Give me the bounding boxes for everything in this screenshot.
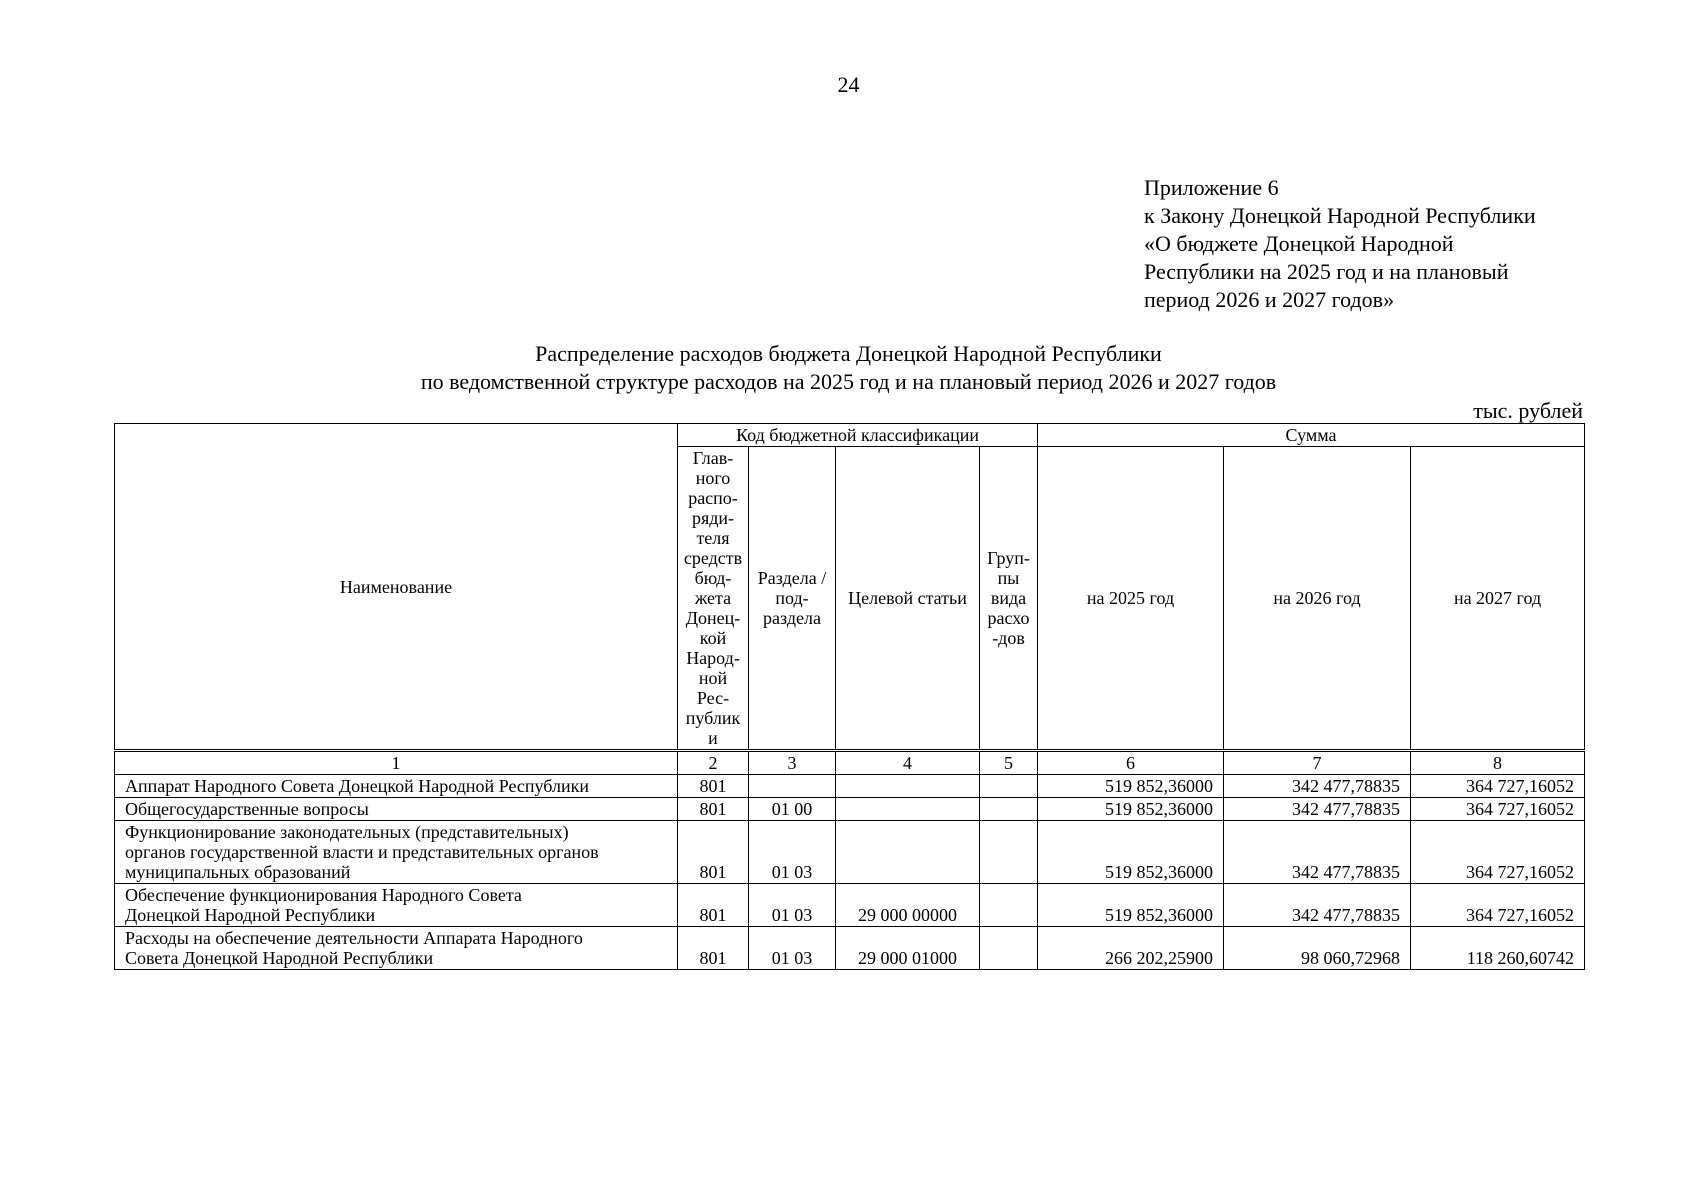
row-group xyxy=(980,775,1038,798)
document-title xyxy=(0,340,1697,396)
row-target xyxy=(836,775,980,798)
column-number: 1 xyxy=(115,751,678,775)
header-code-group: Код бюджетной классификации xyxy=(678,424,1038,447)
column-number: 8 xyxy=(1411,751,1585,775)
row-section: 01 03 xyxy=(749,884,836,927)
header-2025: на 2025 год xyxy=(1038,447,1224,751)
appendix-line: Приложение 6 xyxy=(1144,175,1279,200)
appendix-line: «О бюджете Донецкой Народной xyxy=(1144,231,1454,256)
row-grbs: 801 xyxy=(678,775,749,798)
row-target: 29 000 00000 xyxy=(836,884,980,927)
row-group xyxy=(980,884,1038,927)
units-label: тыс. рублей xyxy=(1473,398,1583,423)
column-number: 4 xyxy=(836,751,980,775)
row-grbs: 801 xyxy=(678,821,749,884)
row-name: Расходы на обеспечение деятельности Аппарата Народного Совета Донецкой Народной Республики xyxy=(115,927,678,970)
row-group xyxy=(980,798,1038,821)
row-grbs: 801 xyxy=(678,884,749,927)
header-grbs: Глав- ного распо- ряди- теля средств бюд- жета Донец- кой Народ- ной Рес- публик и xyxy=(678,447,749,751)
row-sum-2027: 364 727,16052 xyxy=(1411,821,1585,884)
row-name: Функционирование законодательных (представительных) органов государственной власти и представительных органов муниципальных образований xyxy=(115,821,678,884)
row-grbs: 801 xyxy=(678,798,749,821)
row-target xyxy=(836,798,980,821)
row-sum-2026: 342 477,78835 xyxy=(1224,821,1411,884)
column-number-row xyxy=(115,751,1585,775)
row-section: 01 00 xyxy=(749,798,836,821)
row-target xyxy=(836,821,980,884)
row-section: 01 03 xyxy=(749,821,836,884)
row-sum-2026: 342 477,78835 xyxy=(1224,798,1411,821)
budget-table xyxy=(114,423,1585,970)
row-sum-2027: 118 260,60742 xyxy=(1411,927,1585,970)
row-sum-2026: 342 477,78835 xyxy=(1224,775,1411,798)
table-row xyxy=(115,821,1585,884)
row-sum-2025: 519 852,36000 xyxy=(1038,884,1224,927)
header-row-top xyxy=(115,424,1585,447)
header-target: Целевой статьи xyxy=(836,447,980,751)
column-number: 2 xyxy=(678,751,749,775)
table-row xyxy=(115,927,1585,970)
header-2027: на 2027 год xyxy=(1411,447,1585,751)
row-section xyxy=(749,775,836,798)
row-sum-2027: 364 727,16052 xyxy=(1411,884,1585,927)
row-sum-2025: 519 852,36000 xyxy=(1038,775,1224,798)
header-section: Раздела / под- раздела xyxy=(749,447,836,751)
row-sum-2025: 519 852,36000 xyxy=(1038,821,1224,884)
row-name: Аппарат Народного Совета Донецкой Народной Республики xyxy=(115,775,678,798)
row-name: Общегосударственные вопросы xyxy=(115,798,678,821)
column-number: 3 xyxy=(749,751,836,775)
title-line-2: по ведомственной структуре расходов на 2025 год и на плановый период 2026 и 2027 годов xyxy=(420,369,1277,394)
row-group xyxy=(980,927,1038,970)
header-2026: на 2026 год xyxy=(1224,447,1411,751)
row-sum-2025: 266 202,25900 xyxy=(1038,927,1224,970)
row-section: 01 03 xyxy=(749,927,836,970)
row-target: 29 000 01000 xyxy=(836,927,980,970)
row-sum-2027: 364 727,16052 xyxy=(1411,775,1585,798)
row-name: Обеспечение функционирования Народного Совета Донецкой Народной Республики xyxy=(115,884,678,927)
column-number: 5 xyxy=(980,751,1038,775)
table-row xyxy=(115,884,1585,927)
appendix-line: период 2026 и 2027 годов» xyxy=(1144,287,1395,312)
column-number: 6 xyxy=(1038,751,1224,775)
row-group xyxy=(980,821,1038,884)
appendix-line: Республики на 2025 год и на плановый xyxy=(1144,259,1509,284)
row-sum-2027: 364 727,16052 xyxy=(1411,798,1585,821)
row-sum-2025: 519 852,36000 xyxy=(1038,798,1224,821)
header-sum-group: Сумма xyxy=(1038,424,1585,447)
appendix-line: к Закону Донецкой Народной Республики xyxy=(1144,203,1536,228)
row-sum-2026: 98 060,72968 xyxy=(1224,927,1411,970)
table-row xyxy=(115,798,1585,821)
appendix-block xyxy=(1144,174,1536,314)
column-number: 7 xyxy=(1224,751,1411,775)
header-group: Груп- пы вида расхо -дов xyxy=(980,447,1038,751)
row-sum-2026: 342 477,78835 xyxy=(1224,884,1411,927)
header-name: Наименование xyxy=(115,424,678,751)
row-grbs: 801 xyxy=(678,927,749,970)
page-number: 24 xyxy=(837,72,860,97)
title-line-1: Распределение расходов бюджета Донецкой Народной Республики xyxy=(535,341,1162,366)
table-row xyxy=(115,775,1585,798)
